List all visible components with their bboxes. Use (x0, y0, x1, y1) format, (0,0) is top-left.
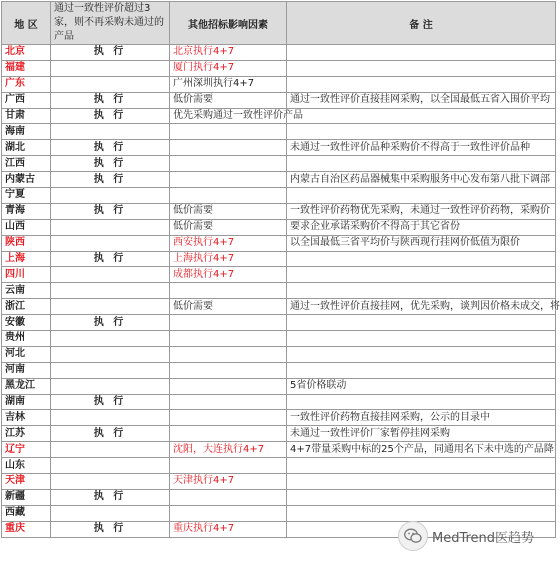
region-cell: 甘肃 (2, 108, 51, 124)
table-row (2, 426, 556, 442)
note-cell (287, 458, 556, 474)
table-row (2, 346, 556, 362)
region-cell: 西藏 (2, 505, 51, 521)
table-row (2, 315, 556, 331)
header-policy: 通过一致性评价超过3家，则不再采购未通过的产品 (51, 2, 170, 45)
factor-cell (170, 172, 287, 188)
execution-cell (51, 124, 170, 140)
execution-cell (51, 505, 170, 521)
factor-cell: 低价需要 (170, 92, 287, 108)
note-cell (287, 331, 556, 347)
table-row (2, 267, 556, 283)
factor-cell: 沈阳，大连执行4+7 (170, 442, 287, 458)
execution-cell (51, 219, 170, 235)
region-cell: 上海 (2, 251, 51, 267)
watermark (398, 520, 548, 552)
note-cell (287, 346, 556, 362)
factor-cell (170, 362, 287, 378)
factor-cell: 低价需要 (170, 203, 287, 219)
factor-cell (170, 315, 287, 331)
note-cell (287, 76, 556, 92)
policy-table (1, 1, 560, 538)
region-cell: 黑龙江 (2, 378, 51, 394)
table-row (2, 331, 556, 347)
execution-cell (51, 331, 170, 347)
table-row (2, 172, 556, 188)
factor-cell: 厦门执行4+7 (170, 60, 287, 76)
table-row (2, 76, 556, 92)
region-cell: 山西 (2, 219, 51, 235)
note-cell (287, 362, 556, 378)
note-cell: 通过一致性评价直接挂网，优先采购，谈判因价格未成交，将 (287, 299, 556, 315)
header-region: 地 区 (2, 2, 51, 45)
factor-cell (170, 489, 287, 505)
execution-cell: 执 行 (51, 394, 170, 410)
region-cell: 北京 (2, 45, 51, 61)
execution-cell (51, 442, 170, 458)
table-row (2, 251, 556, 267)
table-row (2, 124, 556, 140)
region-cell: 天津 (2, 474, 51, 490)
factor-cell: 低价需要 (170, 299, 287, 315)
execution-cell: 执 行 (51, 45, 170, 61)
table-row (2, 140, 556, 156)
table-row (2, 442, 556, 458)
note-cell (287, 283, 556, 299)
execution-cell: 执 行 (51, 172, 170, 188)
note-cell (287, 267, 556, 283)
table-row (2, 474, 556, 490)
factor-cell (170, 378, 287, 394)
factor-cell (170, 410, 287, 426)
region-cell: 湖北 (2, 140, 51, 156)
execution-cell: 执 行 (51, 203, 170, 219)
execution-cell (51, 474, 170, 490)
note-cell (287, 315, 556, 331)
note-cell: 以全国最低三省平均价与陕西现行挂网价低值为限价 (287, 235, 556, 251)
table-row (2, 108, 556, 124)
region-cell: 广东 (2, 76, 51, 92)
table-body (2, 45, 560, 538)
execution-cell (51, 362, 170, 378)
execution-cell (51, 378, 170, 394)
execution-cell: 执 行 (51, 108, 170, 124)
execution-cell (51, 235, 170, 251)
note-cell: 未通过一致性评价厂家暂停挂网采购 (287, 426, 556, 442)
note-cell: 通过一致性评价直接挂网采购，以全国最低五省入围价平均 (287, 92, 556, 108)
region-cell: 青海 (2, 203, 51, 219)
note-cell: 未通过一致性评价品种采购价不得高于一致性评价品种 (287, 140, 556, 156)
region-cell: 四川 (2, 267, 51, 283)
table-row (2, 219, 556, 235)
factor-cell: 北京执行4+7 (170, 45, 287, 61)
region-cell: 江苏 (2, 426, 51, 442)
region-cell: 浙江 (2, 299, 51, 315)
region-cell: 内蒙古 (2, 172, 51, 188)
table-row (2, 394, 556, 410)
region-cell: 湖南 (2, 394, 51, 410)
region-cell: 宁夏 (2, 188, 51, 204)
factor-cell (170, 458, 287, 474)
table-row (2, 458, 556, 474)
table-row (2, 235, 556, 251)
table-row (2, 283, 556, 299)
execution-cell: 执 行 (51, 521, 170, 537)
region-cell: 辽宁 (2, 442, 51, 458)
note-cell: 一致性评价药物直接挂网采购，公示的目录中 (287, 410, 556, 426)
header-notes: 备 注 (287, 2, 556, 45)
note-cell (287, 251, 556, 267)
factor-cell: 上海执行4+7 (170, 251, 287, 267)
note-cell (287, 394, 556, 410)
note-cell (287, 60, 556, 76)
factor-cell (170, 156, 287, 172)
factor-cell (170, 124, 287, 140)
table-row (2, 203, 556, 219)
table-row (2, 410, 556, 426)
watermark-text: MedTrend医趋势 (432, 530, 535, 546)
table-row (2, 489, 556, 505)
wechat-icon (398, 521, 428, 551)
table-row (2, 188, 556, 204)
factor-cell: 成都执行4+7 (170, 267, 287, 283)
note-cell (287, 108, 556, 124)
region-cell: 海南 (2, 124, 51, 140)
execution-cell (51, 188, 170, 204)
region-cell: 广西 (2, 92, 51, 108)
region-cell: 吉林 (2, 410, 51, 426)
execution-cell: 执 行 (51, 140, 170, 156)
factor-cell: 广州深圳执行4+7 (170, 76, 287, 92)
table-row (2, 92, 556, 108)
note-cell (287, 156, 556, 172)
note-cell (287, 474, 556, 490)
region-cell: 云南 (2, 283, 51, 299)
note-cell: 4+7带量采购中标的25个产品，同通用名下未中选的产品降 (287, 442, 556, 458)
execution-cell (51, 267, 170, 283)
factor-cell: 优先采购通过一致性评价产品 (170, 108, 287, 124)
region-cell: 福建 (2, 60, 51, 76)
note-cell: 内蒙古自治区药品器械集中采购服务中心发布第八批下调部 (287, 172, 556, 188)
table-row (2, 362, 556, 378)
factor-cell (170, 426, 287, 442)
factor-cell: 重庆执行4+7 (170, 521, 287, 537)
table-row (2, 299, 556, 315)
table-row (2, 156, 556, 172)
region-cell: 重庆 (2, 521, 51, 537)
region-cell: 陕西 (2, 235, 51, 251)
table-row (2, 505, 556, 521)
execution-cell (51, 76, 170, 92)
execution-cell (51, 410, 170, 426)
region-cell: 安徽 (2, 315, 51, 331)
note-cell (287, 45, 556, 61)
note-cell (287, 188, 556, 204)
factor-cell (170, 140, 287, 156)
factor-cell: 低价需要 (170, 219, 287, 235)
execution-cell (51, 346, 170, 362)
factor-cell: 天津执行4+7 (170, 474, 287, 490)
table-row (2, 60, 556, 76)
execution-cell: 执 行 (51, 489, 170, 505)
region-cell: 江西 (2, 156, 51, 172)
execution-cell: 执 行 (51, 315, 170, 331)
note-cell: 5省价格联动 (287, 378, 556, 394)
note-cell (287, 505, 556, 521)
factor-cell (170, 283, 287, 299)
factor-cell (170, 331, 287, 347)
execution-cell (51, 299, 170, 315)
execution-cell: 执 行 (51, 92, 170, 108)
region-cell: 河南 (2, 362, 51, 378)
factor-cell: 西安执行4+7 (170, 235, 287, 251)
factor-cell (170, 505, 287, 521)
factor-cell (170, 394, 287, 410)
execution-cell: 执 行 (51, 156, 170, 172)
execution-cell (51, 458, 170, 474)
factor-cell (170, 188, 287, 204)
note-cell (287, 124, 556, 140)
note-cell: 要求企业承诺采购价不得高于其它省份 (287, 219, 556, 235)
region-cell: 河北 (2, 346, 51, 362)
region-cell: 山东 (2, 458, 51, 474)
execution-cell: 执 行 (51, 251, 170, 267)
note-cell: 一致性评价药物优先采购，未通过一致性评价药物，采购价 (287, 203, 556, 219)
table-row (2, 45, 556, 61)
execution-cell: 执 行 (51, 426, 170, 442)
execution-cell (51, 283, 170, 299)
execution-cell (51, 60, 170, 76)
table-row (2, 378, 556, 394)
factor-cell (170, 346, 287, 362)
note-cell (287, 489, 556, 505)
region-cell: 新疆 (2, 489, 51, 505)
table-header-row (2, 2, 556, 45)
region-cell: 贵州 (2, 331, 51, 347)
header-factors: 其他招标影响因素 (170, 2, 287, 45)
